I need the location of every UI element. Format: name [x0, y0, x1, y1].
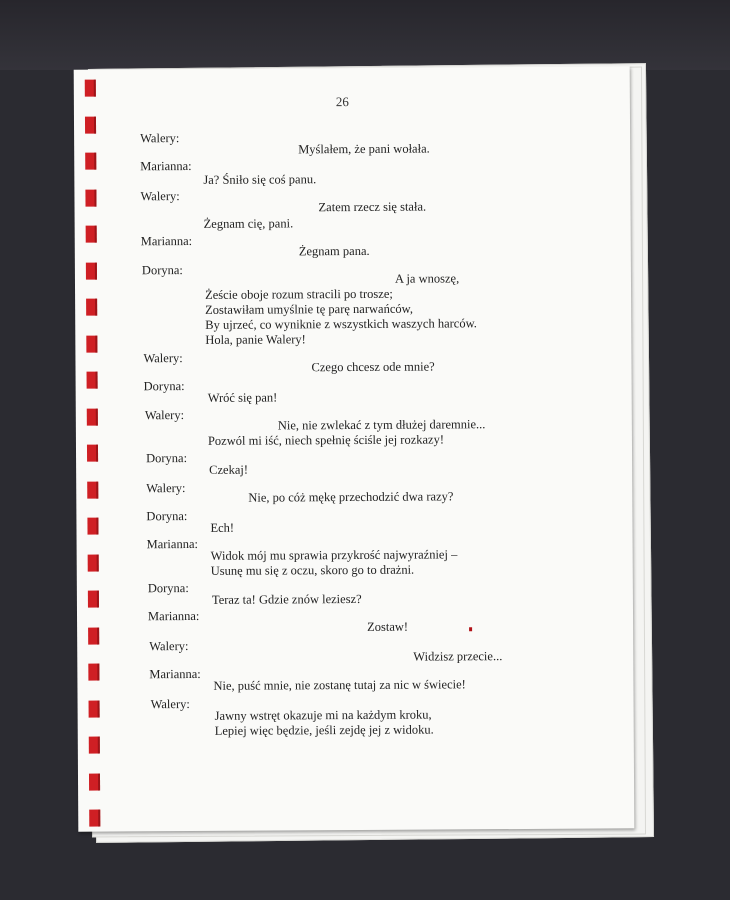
speaker-name: Marianna: — [146, 536, 198, 552]
binding-ring — [88, 664, 99, 681]
speaker-name: Walery: — [146, 481, 186, 496]
dialogue-line: Czekaj! — [209, 462, 249, 477]
dialogue-line: Teraz ta! Gdzie znów leziesz? — [211, 591, 362, 607]
speaker-name: Doryna: — [146, 509, 188, 524]
dialogue-line: Pozwól mi iść, niech spełnię ściśle jej rozkazy! — [207, 432, 445, 448]
ink-mark — [469, 627, 472, 631]
binding-ring — [89, 700, 100, 717]
speaker-name: Doryna: — [141, 263, 183, 278]
speaker-name: Walery: — [144, 408, 185, 423]
speaker-name: Walery: — [140, 189, 180, 204]
speaker-name: Doryna: — [143, 379, 185, 394]
dialogue-line: Nie, puść mnie, nie zostanę tutaj za nic w świecie! — [213, 677, 466, 693]
speaker-name: Doryna: — [146, 451, 188, 466]
speaker-name: Marianna: — [140, 233, 193, 249]
dialogue-line: Widok mój mu sprawia przykrość najwyraźniej – — [210, 547, 458, 563]
dialogue-line: Wróć się pan! — [207, 390, 278, 405]
speaker-name: Walery: — [149, 639, 189, 654]
binding-ring — [85, 153, 96, 170]
speaker-name: Doryna: — [147, 581, 189, 596]
binding-ring — [85, 116, 96, 133]
speaker-name: Walery: — [140, 131, 180, 146]
binding-ring — [86, 299, 97, 316]
dialogue-line: Nie, nie zwlekać z tym dłużej daremnie... — [277, 417, 486, 433]
page-number: 26 — [335, 94, 349, 110]
binding-ring — [87, 408, 98, 425]
dialogue-line: Zostaw! — [367, 619, 409, 634]
dialogue-line: Żegnam pana. — [298, 243, 370, 259]
speaker-name: Marianna: — [147, 608, 200, 624]
binding-ring — [87, 445, 98, 462]
speaker-name: Walery: — [150, 697, 190, 712]
dialogue-line: Czego chcesz ode mnie? — [311, 359, 435, 375]
spiral-binding — [74, 70, 105, 832]
dialogue-line: Widzisz przecie... — [413, 649, 503, 664]
binding-ring — [88, 554, 99, 571]
scan-backdrop — [0, 0, 730, 70]
dialogue-line: Jawny wstręt okazuje mi na każdym kroku, — [214, 707, 432, 723]
dialogue-line: A ja wnoszę, — [394, 271, 460, 286]
dialogue-line: Ech! — [210, 520, 235, 535]
binding-ring — [87, 518, 98, 535]
binding-ring — [85, 189, 96, 206]
dialogue-line: Zatem rzecz się stała. — [318, 199, 427, 215]
document-page — [74, 66, 635, 831]
binding-ring — [89, 737, 100, 754]
binding-ring — [86, 335, 97, 352]
binding-ring — [88, 627, 99, 644]
binding-ring — [88, 591, 99, 608]
dialogue-line: Zostawiłam umyślnie tę parę narwańców, — [205, 301, 413, 317]
binding-ring — [86, 262, 97, 279]
dialogue-line: By ujrzeć, co wyniknie z wszystkich waszych harców. — [205, 316, 477, 332]
binding-ring — [87, 372, 98, 389]
binding-ring — [85, 80, 96, 97]
dialogue-line: Lepiej więc będzie, jeśli zejdę jej z widoku. — [214, 722, 434, 738]
speaker-name: Walery: — [143, 351, 183, 366]
binding-ring — [89, 810, 100, 827]
binding-ring — [86, 226, 97, 243]
binding-ring — [89, 773, 100, 790]
speaker-name: Marianna: — [149, 666, 201, 682]
dialogue-line: Usunę mu się z oczu, skoro go to drażni. — [210, 562, 415, 578]
dialogue-line: Myślałem, że pani wołała. — [298, 141, 430, 157]
binding-ring — [87, 481, 98, 498]
dialogue-line: Żeście oboje rozum stracili po trosze; — [205, 286, 393, 302]
dialogue-line: Żegnam cię, pani. — [203, 216, 294, 231]
dialogue-line: Ja? Śniło się coś panu. — [203, 172, 317, 187]
dialogue-line: Nie, po cóż mękę przechodzić dwa razy? — [248, 489, 454, 505]
dialogue-line: Hola, panie Walery! — [205, 332, 306, 347]
speaker-name: Marianna: — [140, 158, 192, 174]
